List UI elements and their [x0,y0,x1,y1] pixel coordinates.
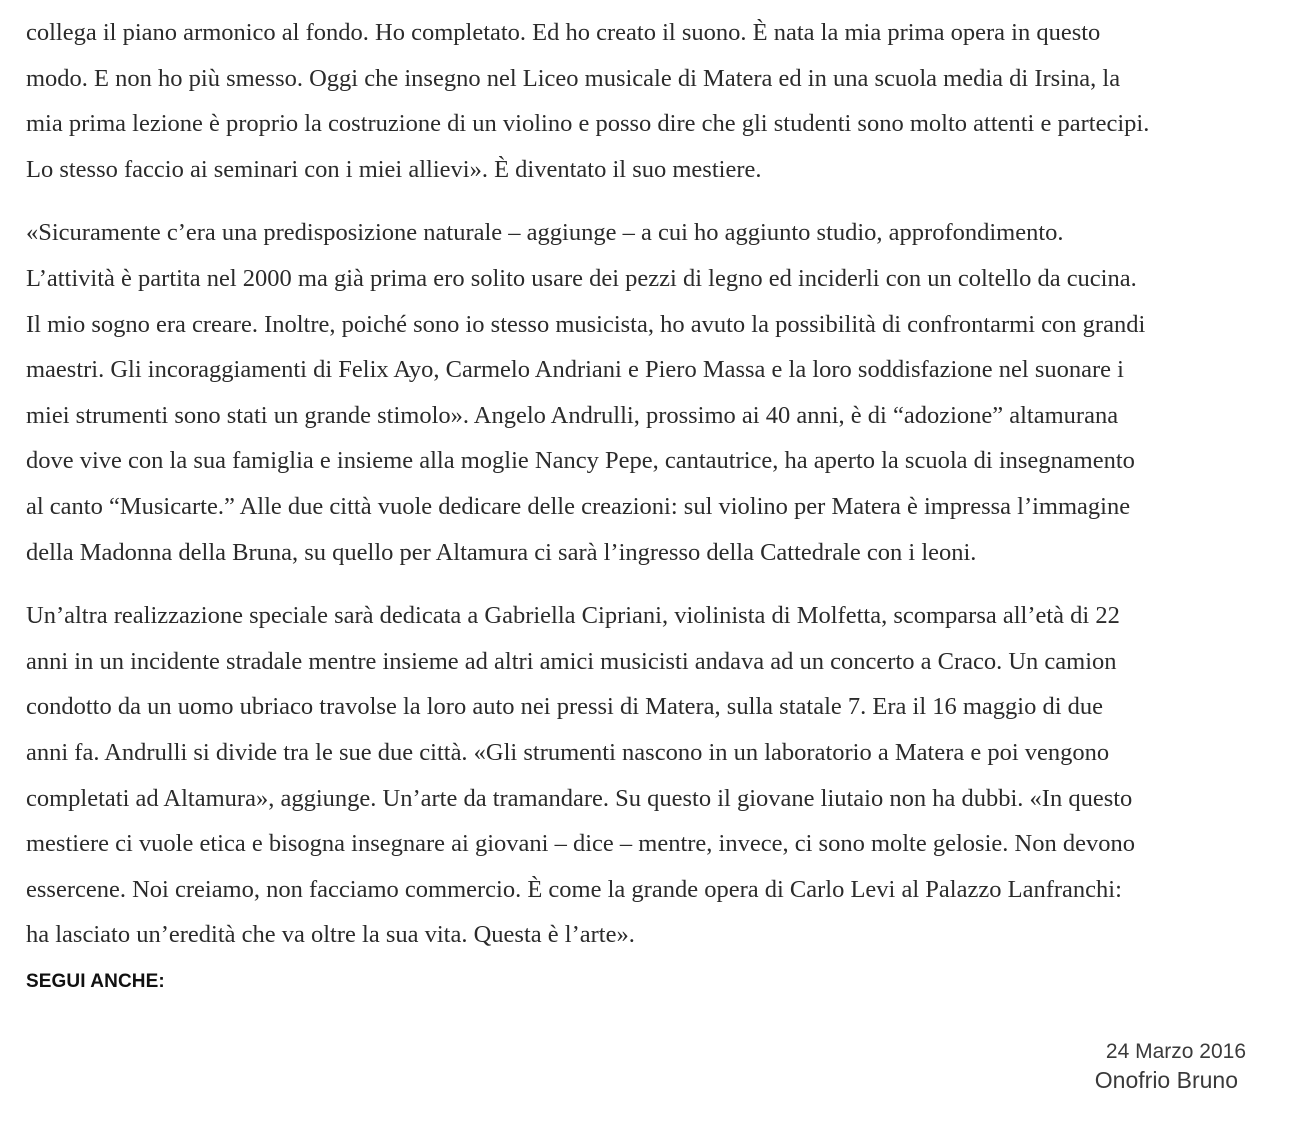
paragraph-line: anni in un incidente stradale mentre insieme ad altri amici musicisti andava ad un concerto a Craco. Un camion [26,647,1117,675]
paragraph-line: collega il piano armonico al fondo. Ho completato. Ed ho creato il suono. È nata la mia prima opera in questo [26,19,1101,46]
publish-date: 24 Marzo 2016 [1105,1040,1246,1063]
paragraph-line: mestiere ci vuole etica e bisogna insegnare ai giovani – dice – mentre, invece, ci sono molte gelosie. Non devono [26,830,1135,858]
article-meta [1095,1038,1246,1094]
paragraph-line: Il mio sogno era creare. Inoltre, poiché sono io stesso musicista, ho avuto la possibilità di confrontarmi con grandi [26,310,1146,338]
author-name: Onofrio Bruno [1094,1067,1238,1093]
paragraph-line: ha lasciato un’eredità che va oltre la sua vita. Questa è l’arte». [26,921,635,949]
article-paragraph-1 [26,10,1266,192]
paragraph-line: condotto da un uomo ubriaco travolse la loro auto nei pressi di Matera, sulla statale 7. Era il 16 maggio di due [26,693,1104,721]
paragraph-line: «Sicuramente c’era una predisposizione naturale – aggiunge – a cui ho aggiunto studio, approfondimento. [26,219,1064,247]
paragraph-line: della Madonna della Bruna, su quello per Altamura ci sarà l’ingresso della Cattedrale con i leoni. [26,538,977,566]
paragraph-line: Lo stesso faccio ai seminari con i miei allievi». È diventato il suo mestiere. [26,155,762,183]
paragraph-line: L’attività è partita nel 2000 ma già prima ero solito usare dei pezzi di legno ed inciderli con un coltello da cucina. [26,264,1137,292]
paragraph-line: dove vive con la sua famiglia e insieme alla moglie Nancy Pepe, cantautrice, ha aperto la scuola di insegnamento [26,447,1135,475]
paragraph-line: completati ad Altamura», aggiunge. Un’arte da tramandare. Su questo il giovane liutaio non ha dubbi. «In questo [26,784,1133,812]
article-paragraph-2 [26,210,1266,575]
paragraph-line: anni fa. Andrulli si divide tra le sue due città. «Gli strumenti nascono in un laboratorio a Matera e poi vengono [26,738,1110,766]
article-body [26,10,1266,976]
paragraph-line: essercene. Noi creiamo, non facciamo commercio. È come la grande opera di Carlo Levi al Palazzo Lanfranchi: [26,875,1122,903]
paragraph-line: modo. E non ho più smesso. Oggi che insegno nel Liceo musicale di Matera ed in una scuola media di Irsina, la [26,64,1121,92]
paragraph-line: maestri. Gli incoraggiamenti di Felix Ayo, Carmelo Andriani e Piero Massa e la loro soddisfazione nel suonare i [26,356,1124,384]
paragraph-line: Un’altra realizzazione speciale sarà dedicata a Gabriella Cipriani, violinista di Molfetta, scomparsa all’età di 22 [26,602,1120,630]
paragraph-line: al canto “Musicarte.” Alle due città vuole dedicare delle creazioni: sul violino per Matera è impressa l’immagine [26,492,1131,520]
segui-anche-heading: SEGUI ANCHE: [26,971,165,992]
paragraph-line: miei strumenti sono stati un grande stimolo». Angelo Andrulli, prossimo ai 40 anni, è di “adozione” altamurana [26,401,1119,429]
article-paragraph-3 [26,593,1266,958]
paragraph-line: mia prima lezione è proprio la costruzione di un violino e posso dire che gli studenti sono molto attenti e partecipi. [26,110,1150,138]
